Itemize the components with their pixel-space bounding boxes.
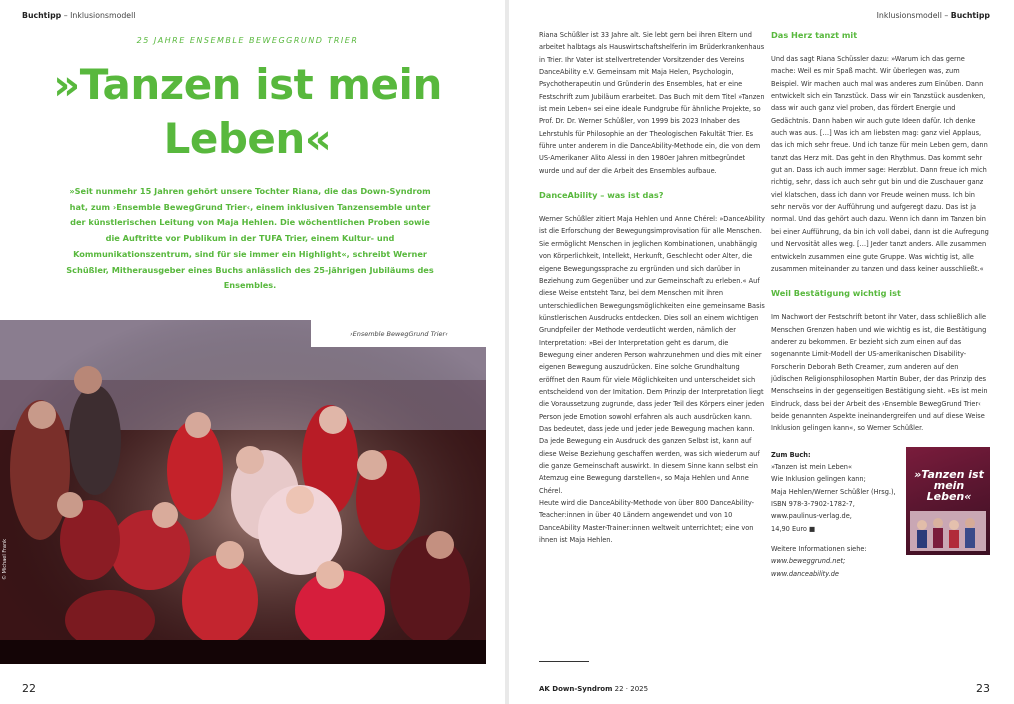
photo-credit: © Michael Frank: [2, 538, 8, 580]
footer: [539, 685, 648, 693]
text-column-2: [771, 29, 989, 580]
book-label: Zum Buch:: [771, 450, 811, 459]
running-head-section: Buchtipp: [22, 11, 62, 20]
book-cover-image: [906, 447, 990, 555]
link-danceability[interactable]: www.danceability.de: [771, 569, 839, 578]
ensemble-photo: [0, 320, 486, 664]
running-head-right: [877, 11, 990, 20]
text-column-1: [539, 29, 765, 546]
subheading-danceability: DanceAbility – was ist das?: [539, 190, 664, 201]
photo-caption: ›Ensemble BewegGrund Trier‹: [350, 330, 448, 338]
book-cover-photo: [910, 511, 986, 551]
link-beweggrund[interactable]: www.beweggrund.net;: [771, 557, 846, 566]
book-subtitle: Wie Inklusion gelingen kann;: [771, 475, 866, 484]
running-head-section: Buchtipp: [950, 11, 990, 20]
page-number-left: 22: [22, 682, 36, 695]
running-head-topic: Inklusionsmodell: [70, 11, 136, 20]
book-cover-title: »Tanzen ist mein Leben«: [914, 467, 984, 503]
running-head-dash: –: [944, 11, 949, 20]
more-info-label: Weitere Informationen siehe:: [771, 545, 867, 554]
subheading-herz: Das Herz tanzt mit: [771, 30, 858, 40]
intro-paragraph: »Seit nunmehr 15 Jahren gehört unsere Tochter Riana, die das Down-Syndrom hat, zum ›Ensemble BewegGrund Trier‹, einem inklusiven Tanzensemble unter der künstlerischen Leitung von Maja Hehlen. Die wöchentlichen Proben sowie die Auftritte vor Publikum in der TUFA Trier, einem Kultur- und Kommunikationszentrum, sind für sie immer ein Highlight«, schreibt Werner Schüßler, Mitherausgeber eines Buchs anlässlich des 25-jährigen Jubiläums des Ensembles.: [66, 186, 434, 291]
footer-issue: 22 · 2025: [614, 685, 649, 693]
book-details: [771, 449, 899, 535]
right-page: [509, 0, 1014, 704]
paragraph: Heute wird die DanceAbility-Methode von über 800 DanceAbility-Teacher:innen in über 40 Ländern angewendet und von 10 DanceAbility Master-Trainer:innen weltweit unterrichtet; eine von ihnen ist Maja Hehlen.: [539, 499, 755, 545]
paragraph: Riana Schüßler ist 33 Jahre alt. Sie lebt gern bei ihren Eltern und arbeitet halbtags als Hauswirtschaftshelferin im Brüderkrankenhaus in Trier. Ihr Vater ist stellvertretender Vorsitzender des Vereins DanceAbility e.V. Gemeinsam mit Maja Helen, Psychologin, Psychotherapeutin und Gründerin des Ensembles, hat er eine Festschrift zum Jubiläum erarbeitet. Das Buch mit dem Titel »Tanzen ist mein Leben« sei eine ideale Fundgrube für ähnliche Projekte, so Prof. Dr. Dr. Werner Schüßler, von 1999 bis 2023 Inhaber des Lehrstuhls für Philosophie an der Theologischen Fakultät Trier. Es führe unter anderem in die DanceAbility-Methode ein, die von dem US-Amerikaner Alito Alessi in den 1980er Jahren mitbegründet wurde und auf der die Arbeit des Ensembles aufbaue.: [539, 31, 765, 175]
book-title: »Tanzen ist mein Leben«: [771, 462, 852, 471]
ensemble-photo-illustration: [0, 320, 486, 664]
running-head-topic: Inklusionsmodell: [876, 11, 942, 20]
subheading-bestaetigung: Weil Bestätigung wichtig ist: [771, 288, 901, 299]
article-title: [0, 58, 495, 166]
paragraph: Und das sagt Riana Schüssler dazu: »Warum ich das gerne mache: Weil es mir Spaß macht. Wir überlegen was, zum Beispiel. Wir machen auch mal was anderes zum Einüben. Dann entwickelt sich ein Tanzstück. Dass wir ein Tanzstück ausdenken, dass wir auch ganz viel proben, das fördert Energie und Gedächtnis. Dann haben wir auch gute Ideen dafür. Ich denke auch was aus. […] Was ich am liebsten mag: ganz viel Applaus, das ich mich sehr freue. Und ich tanze für mein Leben gern, dann tanzt das Herz mit. Das geht in den Rhythmus. Das kommt sehr gut an. Dass ich auch immer sage: Herzblut. Dann freue ich mich richtig, sehr, dass ich auch sehr gut bin und die Zuschauer ganz viel klatschen, dass ich dann vor Freude weinen muss. Ich bin sehr nervös vor der Aufführung und aufgeregt dazu. Das ist ja normal. Und das gehört auch dazu. Wenn ich dann im Tanzen bin bei einer Aufführung, da bin ich voll dabei, dann ist die Aufregung und Nervosität alles weg. […] Jeder tanzt anders. Alle zusammen entwickeln zusammen eine gute Gruppe. Was wichtig ist, alle zusammen miteinander zu tanzen und dass keiner ausschließt.«: [771, 55, 989, 273]
footer-magazine: AK Down-Syndrom: [539, 685, 613, 693]
book-authors: Maja Hehlen/Werner Schüßler (Hrsg.), ISBN 978-3-7902-1782-7, www.paulinus-verlag.de,: [771, 487, 896, 521]
kicker: 25 JAHRE ENSEMBLE BEWEGGRUND TRIER: [136, 36, 359, 45]
book-price: 14,90 Euro ■: [771, 524, 816, 533]
running-head-left: [22, 11, 135, 20]
running-head-dash: –: [63, 11, 68, 20]
paragraph: Werner Schüßler zitiert Maja Hehlen und Anne Chérel: »DanceAbility ist die Erforschung der Bewegungsimprovisation für alle Menschen. Sie ermöglicht Menschen in jeglichen Kombinationen, unabhängig von Körperlichkeit, Intellekt, Herkunft, Geschlecht oder Alter, die eigene Bewegungssprache zu ergründen und sich darüber in Beziehung zum Gegenüber und zur Gemeinschaft zu erleben.« Auf diese Weise entsteht Tanz, bei dem Menschen mit ihren unterschiedlichen Bewegungsmöglichkeiten eine gemeinsame Basis künstlerischen Ausdrucks entdecken. Dies soll an einem wichtigen Grundpfeiler der Methode verdeutlicht werden, nämlich der Interpretation: »Bei der Interpretation geht es darum, die Bewegung einer anderen Person wahrzunehmen und dies mit einer eigenen Bewegung auszudrücken. Eine solche Grundhaltung eröffnet den Raum für viele Möglichkeiten und unterscheidet sich entscheidend von der Imitation. Dem Prinzip der Interpretation liegt die Voraussetzung zugrunde, dass jeder Teil des Körpers einer jeden Person jede Emotion sowohl erfahren als auch ausdrücken kann. Das bedeutet, dass jede und jeder jede Bewegung machen kann. Da jede Bewegung ein Ausdruck des ganzen Selbst ist, kann auf diese Weise Beziehung geschaffen werden, was sich wiederum auf die ganze Gemeinschaft auswirkt. In diesem Sinne kann selbst ein Atemzug eine Bewegung darstellen«, so Maja Hehlen und Anne Chérel.: [539, 215, 765, 495]
book-info: [771, 449, 989, 580]
article-title-line2: Leben«: [163, 114, 332, 163]
left-page: [0, 0, 505, 704]
article-title-line1: »Tanzen ist mein: [53, 60, 442, 109]
paragraph: Im Nachwort der Festschrift betont ihr Vater, dass schließlich alle Menschen Grenzen haben und wie wichtig es ist, die Bestätigung anderer zu bekommen. Er bezieht sich zum einen auf das sogenannte Limit-Modell der US-amerikanischen Disability-Forscherin Deborah Beth Creamer, zum anderen auf den jüdischen Religionsphilosophen Martin Buber, der das Prinzip des Menschseins in der gegenseitigen Bestätigung sieht. »Es ist mein Eindruck, dass bei der Arbeit des ›Ensemble BewegGrund Trier‹ beide genannten Aspekte ineinandergreifen und auf diese Weise Inklusion gelingen kann«, so Werner Schüßler.: [771, 313, 988, 433]
page-number-right: 23: [976, 682, 990, 695]
footer-rule: [539, 661, 589, 662]
